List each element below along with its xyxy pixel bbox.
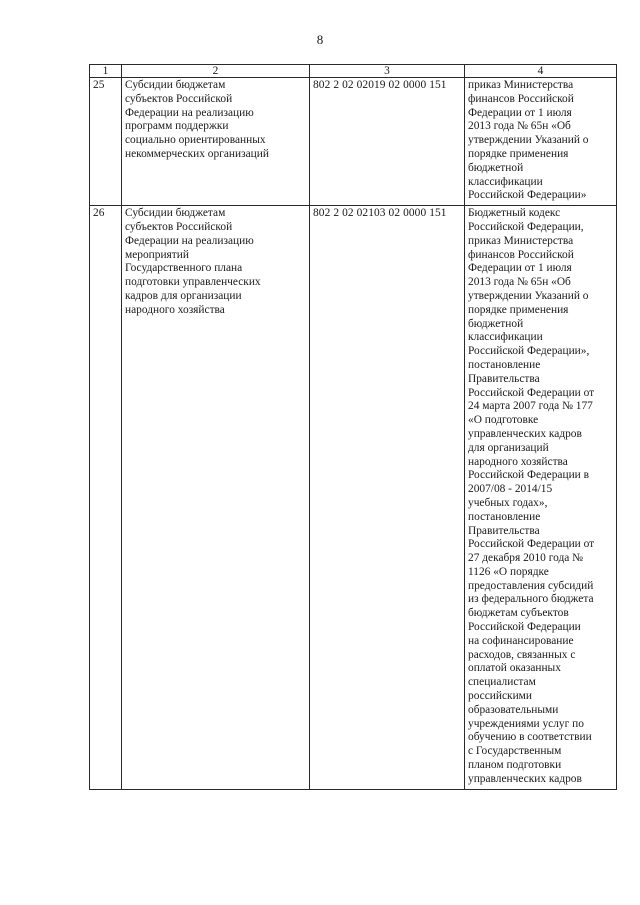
row-name: Субсидии бюджетам субъектов Российской Федерации на реализацию программ поддержки социально ориентированных некоммерческих организаций: [122, 78, 310, 206]
row-number: 25: [90, 78, 122, 206]
column-header-3: 3: [310, 65, 465, 78]
row-basis: приказ Министерства финансов Российской Федерации от 1 июля 2013 года № 65н «Об утверждении Указаний о порядке применения бюджетной классификации Российской Федерации»: [465, 78, 617, 206]
budget-classification-table: [89, 64, 617, 790]
row-code: 802 2 02 02103 02 0000 151: [310, 206, 465, 789]
row-code: 802 2 02 02019 02 0000 151: [310, 78, 465, 206]
page-number: 8: [316, 32, 324, 47]
table-header-row: [90, 65, 617, 78]
table-row: [90, 206, 617, 789]
row-basis: Бюджетный кодекс Российской Федерации, приказ Министерства финансов Российской Федерации от 1 июля 2013 года № 65н «Об утверждении Указаний о порядке применения бюджетной классификации Российской Федерации», постановление Правительства Российской Федерации от 24 марта 2007 года № 177 «О подготовке управленческих кадров для организаций народного хозяйства Российской Федерации в 2007/08 - 2014/15 учебных годах», постановление Правительства Российской Федерации от 27 декабря 2010 года № 1126 «О порядке предоставления субсидий из федерального бюджета бюджетам субъектов Российской Федерации на софинансирование расходов, связанных с оплатой оказанных специалистам российскими образовательными учреждениями услуг по обучению в соответствии с Государственным планом подготовки управленческих кадров: [465, 206, 617, 789]
column-header-2: 2: [122, 65, 310, 78]
row-number: 26: [90, 206, 122, 789]
column-header-4: 4: [465, 65, 617, 78]
table-row: [90, 78, 617, 206]
row-name: Субсидии бюджетам субъектов Российской Федерации на реализацию мероприятий Государственного плана подготовки управленческих кадров для организации народного хозяйства: [122, 206, 310, 789]
column-header-1: 1: [90, 65, 122, 78]
